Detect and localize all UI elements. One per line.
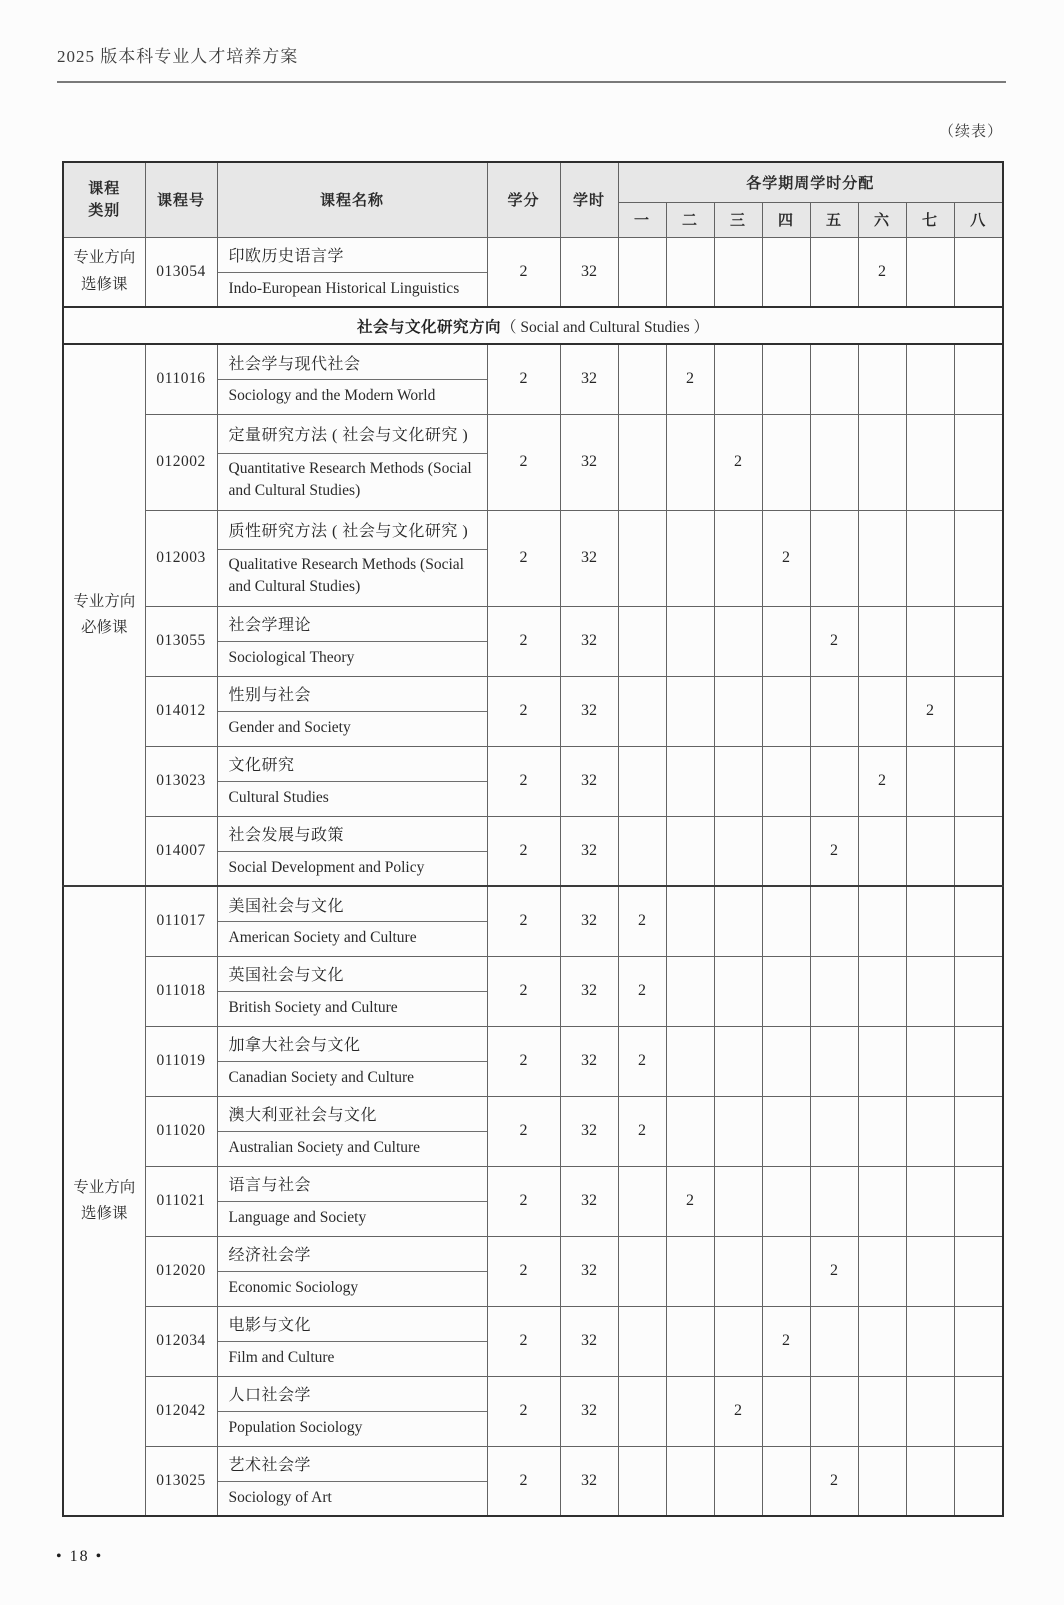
- sem-4-cell: [762, 1376, 810, 1446]
- sem-2-cell: [666, 1306, 714, 1376]
- course-name-en: Social Development and Policy: [228, 858, 425, 876]
- sem-1-cell: [618, 1376, 666, 1446]
- sem-5-cell: [810, 746, 858, 816]
- sem-2-cell: [666, 414, 714, 510]
- course-hours: 32: [560, 886, 618, 956]
- col-header-sem-5: 五: [810, 202, 858, 237]
- course-name-cn: 加拿大社会与文化: [218, 1027, 487, 1062]
- table-row: [63, 237, 1003, 307]
- sem-3-cell: [714, 606, 762, 676]
- course-name-en: Cultural Studies: [228, 788, 329, 806]
- sem-4-cell: [762, 816, 810, 886]
- table-header-row-1: [63, 162, 1003, 202]
- sem-7-cell: [906, 1376, 954, 1446]
- sem-8-cell: [954, 1096, 1003, 1166]
- table-row: [63, 886, 1003, 956]
- course-credits: 2: [487, 414, 560, 510]
- course-name-en: American Society and Culture: [228, 929, 417, 947]
- sem-5-cell: [810, 886, 858, 956]
- section-title-cn: 社会与文化研究方向: [357, 318, 502, 336]
- course-code: 012003: [145, 510, 217, 606]
- sem-6-cell: [858, 1306, 906, 1376]
- sem-6-cell: [858, 816, 906, 886]
- sem-7-cell: [906, 1236, 954, 1306]
- course-name-en: Economic Sociology: [228, 1278, 359, 1296]
- sem-1-cell: [618, 746, 666, 816]
- course-name-cn: 文化研究: [218, 747, 487, 782]
- course-credits: 2: [487, 1446, 560, 1516]
- course-name-cn: 印欧历史语言学: [218, 238, 487, 273]
- sem-5-cell: [810, 1376, 858, 1446]
- course-hours: 32: [560, 676, 618, 746]
- table-row: [63, 1166, 1003, 1236]
- course-code: 011021: [145, 1166, 217, 1236]
- sem-6-cell: [858, 956, 906, 1026]
- sem-8-cell: [954, 1026, 1003, 1096]
- sem-3-cell: [714, 1026, 762, 1096]
- sem-2-cell: [666, 746, 714, 816]
- category-label-line2: 选修课: [80, 275, 128, 293]
- col-header-category: [63, 162, 145, 237]
- course-name-en: Indo-European Historical Linguistics: [228, 279, 460, 297]
- course-code: 013025: [145, 1446, 217, 1516]
- sem-6-cell: [858, 510, 906, 606]
- course-name-cell: [217, 746, 487, 816]
- sem-4-cell: [762, 606, 810, 676]
- col-header-sem-2: 二: [666, 202, 714, 237]
- sem-7-cell: [906, 510, 954, 606]
- sem-3-cell: 2: [714, 414, 762, 510]
- sem-8-cell: [954, 1446, 1003, 1516]
- sem-3-cell: [714, 676, 762, 746]
- sem-5-cell: [810, 956, 858, 1026]
- course-code: 011018: [145, 956, 217, 1026]
- sem-4-cell: [762, 237, 810, 307]
- sem-1-cell: 2: [618, 886, 666, 956]
- col-header-category-line2: 类别: [88, 201, 121, 219]
- table-row: [63, 816, 1003, 886]
- sem-3-cell: [714, 746, 762, 816]
- sem-6-cell: [858, 1236, 906, 1306]
- sem-3-cell: [714, 344, 762, 414]
- course-hours: 32: [560, 1376, 618, 1446]
- sem-7-cell: [906, 956, 954, 1026]
- course-name-en: Film and Culture: [228, 1348, 335, 1366]
- sem-6-cell: [858, 886, 906, 956]
- sem-1-cell: [618, 1166, 666, 1236]
- sem-5-cell: [810, 1096, 858, 1166]
- table-row: [63, 746, 1003, 816]
- course-name-cell: [217, 606, 487, 676]
- course-name-cell: [217, 1306, 487, 1376]
- table-row: [63, 956, 1003, 1026]
- sem-4-cell: [762, 414, 810, 510]
- sem-7-cell: [906, 816, 954, 886]
- course-name-cell: [217, 510, 487, 606]
- course-name-en: Sociological Theory: [228, 648, 355, 666]
- course-credits: 2: [487, 510, 560, 606]
- sem-7-cell: 2: [906, 676, 954, 746]
- course-hours: 32: [560, 237, 618, 307]
- sem-8-cell: [954, 676, 1003, 746]
- course-hours: 32: [560, 414, 618, 510]
- table-row: [63, 1376, 1003, 1446]
- sem-3-cell: [714, 510, 762, 606]
- course-name-en: Sociology and the Modern World: [228, 387, 436, 405]
- sem-3-cell: [714, 956, 762, 1026]
- col-header-name: 课程名称: [217, 162, 487, 237]
- course-hours: 32: [560, 1446, 618, 1516]
- course-code: 012042: [145, 1376, 217, 1446]
- course-code: 011019: [145, 1026, 217, 1096]
- course-hours: 32: [560, 510, 618, 606]
- course-hours: 32: [560, 1026, 618, 1096]
- course-hours: 32: [560, 956, 618, 1026]
- sem-3-cell: 2: [714, 1376, 762, 1446]
- sem-2-cell: [666, 1096, 714, 1166]
- course-name-cn: 经济社会学: [218, 1237, 487, 1272]
- sem-6-cell: [858, 1446, 906, 1516]
- sem-8-cell: [954, 816, 1003, 886]
- table-row: [63, 510, 1003, 606]
- sem-5-cell: [810, 510, 858, 606]
- course-name-en: Canadian Society and Culture: [228, 1068, 415, 1086]
- sem-4-cell: [762, 1166, 810, 1236]
- category-label-line1: 专业方向: [73, 592, 136, 610]
- course-code: 012020: [145, 1236, 217, 1306]
- sem-4-cell: [762, 1446, 810, 1516]
- sem-4-cell: [762, 746, 810, 816]
- sem-4-cell: [762, 1096, 810, 1166]
- doc-header-title: 2025 版本科专业人才培养方案: [57, 47, 299, 66]
- course-hours: 32: [560, 1096, 618, 1166]
- col-header-category-line1: 课程: [88, 180, 121, 197]
- sem-2-cell: 2: [666, 1166, 714, 1236]
- sem-7-cell: [906, 606, 954, 676]
- sem-2-cell: [666, 1236, 714, 1306]
- sem-5-cell: [810, 344, 858, 414]
- sem-5-cell: [810, 676, 858, 746]
- course-name-en: British Society and Culture: [228, 998, 398, 1016]
- sem-3-cell: [714, 886, 762, 956]
- course-credits: 2: [487, 886, 560, 956]
- section-title-cell: [63, 307, 1003, 344]
- course-name-en: Population Sociology: [228, 1418, 363, 1436]
- course-credits: 2: [487, 1306, 560, 1376]
- course-name-cn: 定量研究方法 ( 社会与文化研究 ): [218, 415, 487, 454]
- sem-5-cell: 2: [810, 816, 858, 886]
- sem-5-cell: [810, 1306, 858, 1376]
- course-name-cn: 社会发展与政策: [218, 817, 487, 852]
- sem-3-cell: [714, 1236, 762, 1306]
- col-header-semester-group: 各学期周学时分配: [618, 162, 1003, 202]
- course-credits: 2: [487, 1166, 560, 1236]
- sem-6-cell: [858, 1096, 906, 1166]
- sem-4-cell: [762, 344, 810, 414]
- table-row: [63, 414, 1003, 510]
- sem-4-cell: [762, 956, 810, 1026]
- sem-7-cell: [906, 414, 954, 510]
- course-code: 013055: [145, 606, 217, 676]
- sem-2-cell: [666, 237, 714, 307]
- course-name-cell: [217, 676, 487, 746]
- course-name-cn: 美国社会与文化: [218, 887, 487, 922]
- page-number: • 18 •: [56, 1548, 104, 1565]
- col-header-sem-8: 八: [954, 202, 1003, 237]
- sem-2-cell: 2: [666, 344, 714, 414]
- sem-7-cell: [906, 1166, 954, 1236]
- sem-8-cell: [954, 886, 1003, 956]
- sem-1-cell: [618, 1306, 666, 1376]
- course-name-cell: [217, 344, 487, 414]
- col-header-sem-3: 三: [714, 202, 762, 237]
- course-name-cell: [217, 237, 487, 307]
- course-name-cell: [217, 1166, 487, 1236]
- sem-3-cell: [714, 1096, 762, 1166]
- course-code: 011017: [145, 886, 217, 956]
- col-header-code: 课程号: [145, 162, 217, 237]
- course-name-cn: 电影与文化: [218, 1307, 487, 1342]
- course-name-en: Qualitative Research Methods (Social and Cultural Studies): [228, 555, 464, 595]
- sem-8-cell: [954, 414, 1003, 510]
- sem-8-cell: [954, 746, 1003, 816]
- sem-1-cell: [618, 414, 666, 510]
- course-name-en: Language and Society: [228, 1208, 367, 1226]
- course-name-en: Sociology of Art: [228, 1488, 332, 1506]
- course-name-cell: [217, 1236, 487, 1306]
- sem-4-cell: 2: [762, 1306, 810, 1376]
- sem-8-cell: [954, 1166, 1003, 1236]
- sem-5-cell: [810, 1026, 858, 1096]
- sem-7-cell: [906, 886, 954, 956]
- sem-5-cell: 2: [810, 606, 858, 676]
- course-credits: 2: [487, 1096, 560, 1166]
- course-hours: 32: [560, 1306, 618, 1376]
- sem-2-cell: [666, 816, 714, 886]
- section-row: [63, 307, 1003, 344]
- sem-3-cell: [714, 237, 762, 307]
- sem-8-cell: [954, 1306, 1003, 1376]
- sem-2-cell: [666, 606, 714, 676]
- course-credits: 2: [487, 816, 560, 886]
- sem-3-cell: [714, 1446, 762, 1516]
- course-credits: 2: [487, 676, 560, 746]
- sem-6-cell: 2: [858, 237, 906, 307]
- sem-7-cell: [906, 1306, 954, 1376]
- course-name-en: Gender and Society: [228, 718, 351, 736]
- sem-1-cell: 2: [618, 1026, 666, 1096]
- course-credits: 2: [487, 1376, 560, 1446]
- sem-3-cell: [714, 816, 762, 886]
- course-name-cell: [217, 1446, 487, 1516]
- sem-8-cell: [954, 510, 1003, 606]
- sem-2-cell: [666, 956, 714, 1026]
- table-row: [63, 1026, 1003, 1096]
- sem-4-cell: [762, 886, 810, 956]
- course-name-cell: [217, 1376, 487, 1446]
- sem-2-cell: [666, 886, 714, 956]
- sem-3-cell: [714, 1306, 762, 1376]
- sem-8-cell: [954, 344, 1003, 414]
- course-hours: 32: [560, 746, 618, 816]
- sem-2-cell: [666, 1376, 714, 1446]
- sem-1-cell: 2: [618, 956, 666, 1026]
- course-code: 013023: [145, 746, 217, 816]
- sem-7-cell: [906, 1446, 954, 1516]
- course-credits: 2: [487, 606, 560, 676]
- header-rule: [57, 81, 1006, 83]
- sem-7-cell: [906, 1096, 954, 1166]
- sem-8-cell: [954, 956, 1003, 1026]
- sem-7-cell: [906, 237, 954, 307]
- sem-5-cell: [810, 237, 858, 307]
- col-header-hours: 学时: [560, 162, 618, 237]
- course-name-cn: 人口社会学: [218, 1377, 487, 1412]
- category-cell: [63, 886, 145, 1516]
- sem-1-cell: [618, 606, 666, 676]
- course-credits: 2: [487, 746, 560, 816]
- sem-1-cell: [618, 237, 666, 307]
- sem-6-cell: [858, 606, 906, 676]
- sem-5-cell: [810, 414, 858, 510]
- sem-1-cell: [618, 816, 666, 886]
- course-name-cn: 澳大利亚社会与文化: [218, 1097, 487, 1132]
- course-name-cell: [217, 1096, 487, 1166]
- sem-6-cell: [858, 1376, 906, 1446]
- table-row: [63, 606, 1003, 676]
- course-code: 012034: [145, 1306, 217, 1376]
- course-credits: 2: [487, 237, 560, 307]
- table-row: [63, 1096, 1003, 1166]
- course-name-cn: 质性研究方法 ( 社会与文化研究 ): [218, 511, 487, 550]
- sem-1-cell: [618, 510, 666, 606]
- sem-1-cell: [618, 1446, 666, 1516]
- course-name-cn: 性别与社会: [218, 677, 487, 712]
- course-name-cn: 社会学理论: [218, 607, 487, 642]
- course-name-en: Australian Society and Culture: [228, 1138, 421, 1156]
- category-label-line1: 专业方向: [73, 249, 136, 267]
- sem-2-cell: [666, 510, 714, 606]
- sem-8-cell: [954, 1236, 1003, 1306]
- course-name-cn: 艺术社会学: [218, 1447, 487, 1482]
- course-hours: 32: [560, 1166, 618, 1236]
- sem-1-cell: [618, 344, 666, 414]
- col-header-sem-1: 一: [618, 202, 666, 237]
- sem-6-cell: [858, 676, 906, 746]
- category-label-line1: 专业方向: [73, 1178, 136, 1196]
- course-name-cell: [217, 1026, 487, 1096]
- sem-7-cell: [906, 1026, 954, 1096]
- course-code: 011016: [145, 344, 217, 414]
- course-hours: 32: [560, 816, 618, 886]
- course-hours: 32: [560, 344, 618, 414]
- sem-2-cell: [666, 1026, 714, 1096]
- sem-7-cell: [906, 344, 954, 414]
- course-credits: 2: [487, 956, 560, 1026]
- table-row: [63, 1306, 1003, 1376]
- sem-8-cell: [954, 237, 1003, 307]
- curriculum-table: [62, 161, 1004, 1517]
- course-name-cn: 社会学与现代社会: [218, 345, 487, 380]
- sem-8-cell: [954, 606, 1003, 676]
- sem-5-cell: [810, 1166, 858, 1236]
- category-label-line2: 必修课: [80, 619, 128, 636]
- sem-3-cell: [714, 1166, 762, 1236]
- col-header-credits: 学分: [487, 162, 560, 237]
- sem-5-cell: 2: [810, 1446, 858, 1516]
- course-credits: 2: [487, 1236, 560, 1306]
- category-cell: [63, 237, 145, 307]
- course-name-cell: [217, 816, 487, 886]
- table-row: [63, 1446, 1003, 1516]
- sem-4-cell: 2: [762, 510, 810, 606]
- sem-5-cell: 2: [810, 1236, 858, 1306]
- course-name-cell: [217, 414, 487, 510]
- col-header-sem-7: 七: [906, 202, 954, 237]
- sem-4-cell: [762, 1236, 810, 1306]
- course-code: 014007: [145, 816, 217, 886]
- sem-1-cell: [618, 1236, 666, 1306]
- sem-4-cell: [762, 1026, 810, 1096]
- table-row: [63, 1236, 1003, 1306]
- sem-6-cell: 2: [858, 746, 906, 816]
- course-name-cell: [217, 956, 487, 1026]
- table-row: [63, 344, 1003, 414]
- sem-6-cell: [858, 1026, 906, 1096]
- sem-2-cell: [666, 1446, 714, 1516]
- course-name-en: Quantitative Research Methods (Social and Cultural Studies): [228, 459, 472, 499]
- sem-8-cell: [954, 1376, 1003, 1446]
- category-cell: [63, 344, 145, 886]
- sem-7-cell: [906, 746, 954, 816]
- course-code: 011020: [145, 1096, 217, 1166]
- course-name-cn: 英国社会与文化: [218, 957, 487, 992]
- section-title-en: （ Social and Cultural Studies ）: [501, 318, 709, 336]
- course-hours: 32: [560, 606, 618, 676]
- course-hours: 32: [560, 1236, 618, 1306]
- col-header-sem-6: 六: [858, 202, 906, 237]
- col-header-sem-4: 四: [762, 202, 810, 237]
- course-code: 012002: [145, 414, 217, 510]
- sem-4-cell: [762, 676, 810, 746]
- sem-1-cell: [618, 676, 666, 746]
- sem-6-cell: [858, 344, 906, 414]
- course-code: 013054: [145, 237, 217, 307]
- sem-2-cell: [666, 676, 714, 746]
- course-credits: 2: [487, 344, 560, 414]
- course-credits: 2: [487, 1026, 560, 1096]
- category-label-line2: 选修课: [80, 1205, 128, 1222]
- sem-1-cell: 2: [618, 1096, 666, 1166]
- course-name-cell: [217, 886, 487, 956]
- course-name-cn: 语言与社会: [218, 1167, 487, 1202]
- continued-label: （续表）: [938, 124, 1003, 140]
- table-row: [63, 676, 1003, 746]
- course-code: 014012: [145, 676, 217, 746]
- sem-6-cell: [858, 414, 906, 510]
- sem-6-cell: [858, 1166, 906, 1236]
